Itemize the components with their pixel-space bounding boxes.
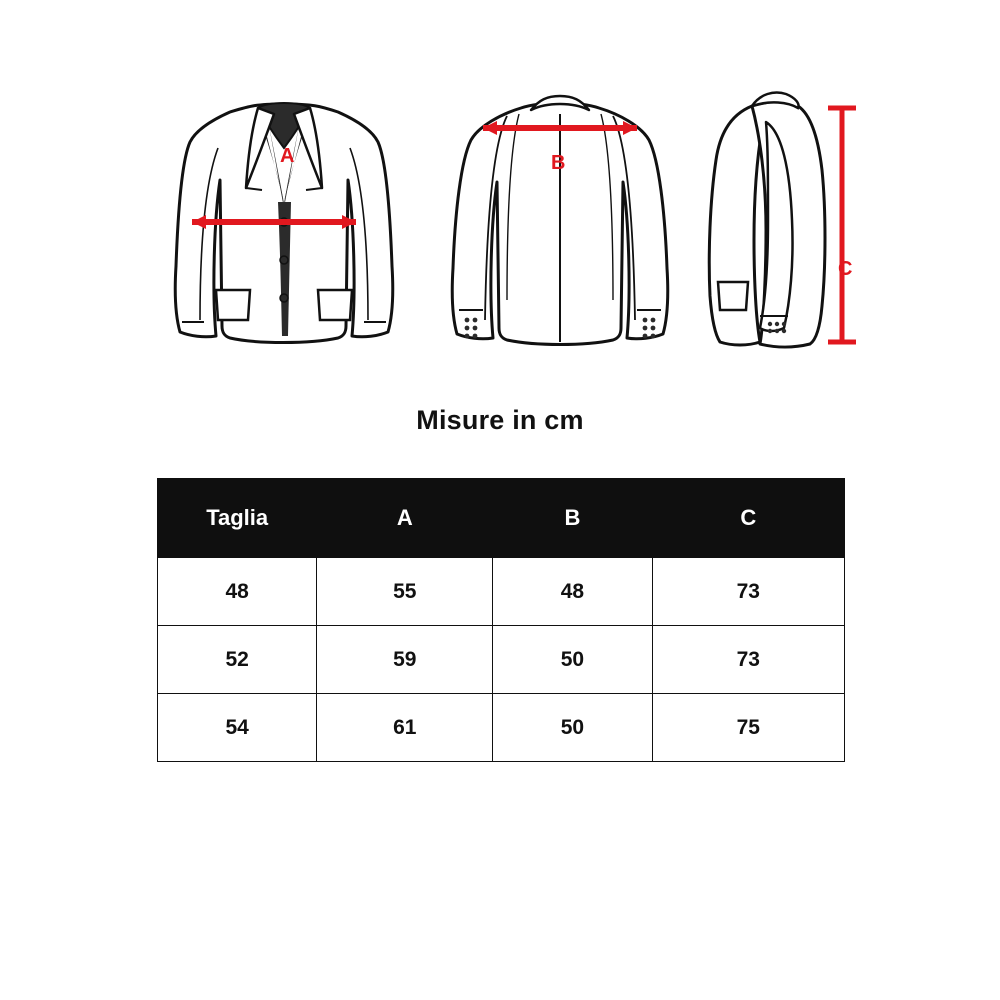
table-row: [158, 626, 845, 694]
front-jacket-illustration: [160, 70, 410, 370]
caption-measures-in-cm: Misure in cm: [416, 405, 584, 435]
cell-a: 61: [317, 694, 493, 762]
marker-label-a: A: [280, 145, 295, 167]
cell-b: 50: [493, 694, 652, 762]
table-header-c: C: [652, 479, 844, 558]
table-header-taglia: Taglia: [158, 479, 317, 558]
table-header-b: B: [493, 479, 652, 558]
table-row: [158, 558, 845, 626]
table-header-row: [158, 479, 845, 558]
cell-size: 52: [158, 626, 317, 694]
cell-a: 59: [317, 626, 493, 694]
cell-c: 73: [652, 558, 844, 626]
cell-b: 48: [493, 558, 652, 626]
table-header-a: A: [317, 479, 493, 558]
cell-size: 54: [158, 694, 317, 762]
marker-label-c: C: [838, 258, 853, 280]
cell-c: 75: [652, 694, 844, 762]
measure-line-c: [828, 108, 856, 342]
size-table-wrapper: [157, 478, 845, 762]
table-row: [158, 694, 845, 762]
marker-label-b: B: [551, 152, 566, 174]
cell-c: 73: [652, 626, 844, 694]
back-jacket-illustration: [435, 70, 685, 370]
cell-a: 55: [317, 558, 493, 626]
size-table: [157, 478, 845, 762]
cell-b: 50: [493, 626, 652, 694]
side-jacket-illustration: [690, 70, 860, 370]
jacket-illustrations: [0, 70, 1000, 390]
cell-size: 48: [158, 558, 317, 626]
